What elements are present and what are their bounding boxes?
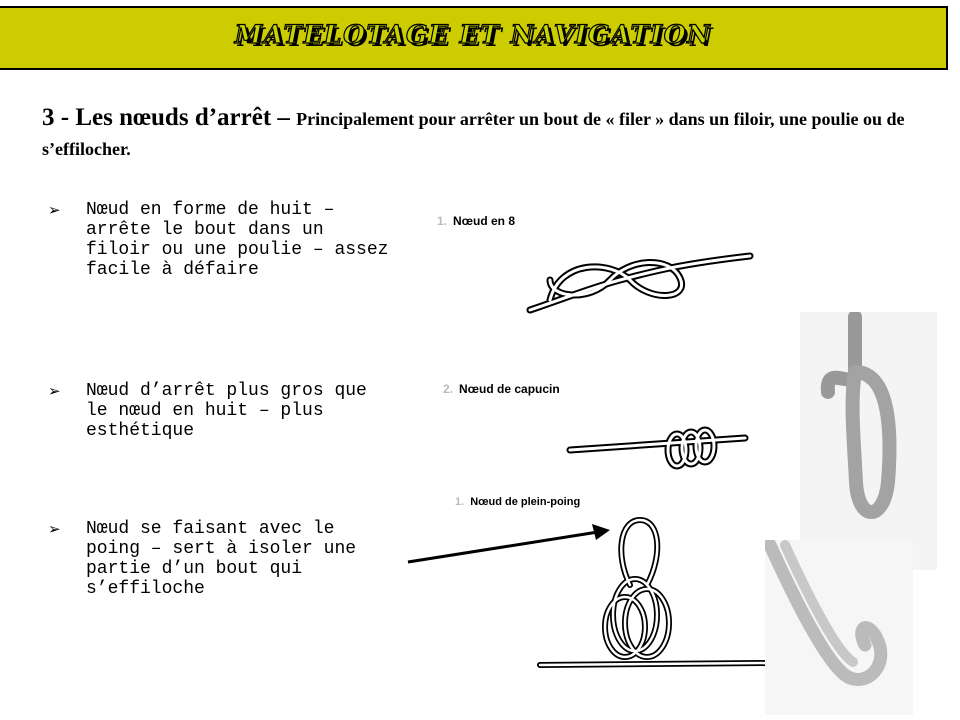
knot-number: 1. (437, 214, 448, 228)
knot-number: 1. (455, 496, 465, 508)
rope-bend-icon (765, 540, 913, 715)
capucin-knot-illustration (565, 420, 755, 480)
section-heading-sub: Principalement pour arrêter un bout de « filer » dans un filoir, une poulie ou de s’effilocher. (42, 109, 905, 159)
figure-eight-knot-illustration (520, 240, 760, 320)
bullet-figure-eight (48, 200, 398, 280)
section-heading-main: 3 - Les nœuds d’arrêt – (42, 104, 297, 131)
rope-photo-bottom (765, 540, 913, 715)
knot-label-eight (437, 214, 515, 228)
bullet-text: Nœud d’arrêt plus gros que le nœud en huit – plus esthétique (86, 381, 367, 441)
knot-label-capucin (443, 382, 560, 396)
rope-photo-top (800, 312, 937, 570)
bullet-capucin (48, 381, 398, 441)
knot-label-plein-poing (455, 496, 580, 508)
arrow-bullet-icon: ➢ (48, 201, 61, 219)
rope-hook-icon (800, 312, 937, 570)
knot-name: Nœud de capucin (459, 382, 560, 396)
knot-name: Nœud de plein-poing (470, 496, 581, 508)
bullet-text: Nœud se faisant avec le poing – sert à isoler une partie d’un bout qui s’effiloche (86, 519, 357, 599)
title-banner (0, 6, 948, 70)
section-heading (42, 104, 922, 165)
slide-title: MATELOTAGE ET NAVIGATION (234, 20, 712, 49)
knot-name: Nœud en 8 (453, 214, 516, 228)
arrow-bullet-icon: ➢ (48, 520, 61, 538)
pointer-arrow-icon (400, 520, 620, 570)
arrow-bullet-icon: ➢ (48, 382, 61, 400)
bullet-text: Nœud en forme de huit – arrête le bout dans un filoir ou une poulie – assez facile à défaire (86, 200, 389, 280)
bullet-plein-poing (48, 519, 398, 599)
knot-number: 2. (443, 382, 454, 396)
